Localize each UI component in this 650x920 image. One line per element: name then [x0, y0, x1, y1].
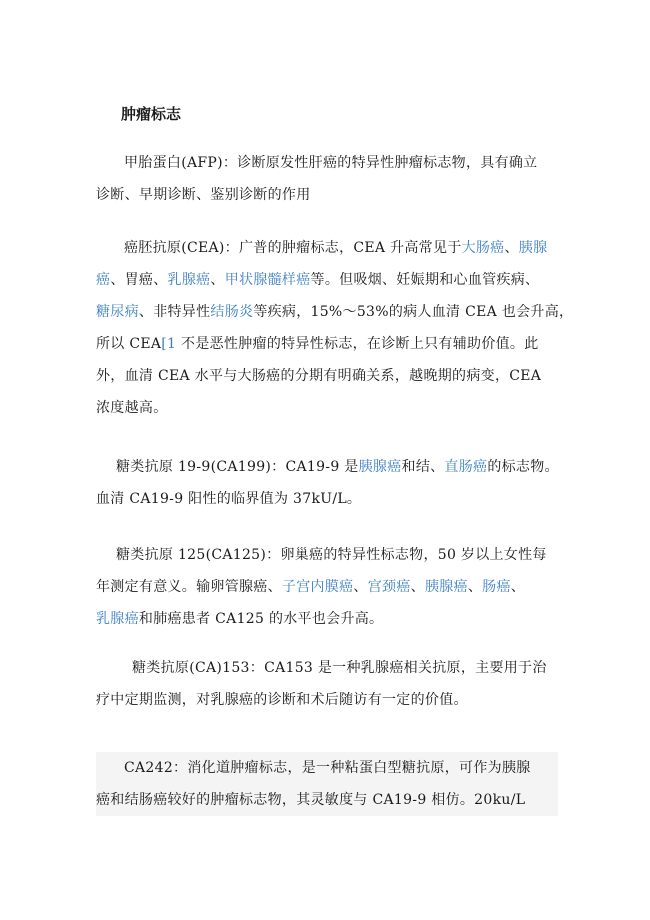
- text-run: 、胃癌、: [110, 272, 168, 288]
- text-run: 不是恶性肿瘤的特异性标志，在诊断上只有辅助价值。此: [176, 336, 539, 352]
- text-run: 等疾病，15%～53%的病人血清 CEA 也会升高，: [253, 304, 574, 320]
- link-bowel-cancer[interactable]: 肠癌: [482, 579, 511, 595]
- text-line: [96, 232, 558, 264]
- text-run: 年测定有意义。输卵管腺癌、: [96, 579, 282, 595]
- link-pancreatic-cancer-cont[interactable]: 癌: [96, 272, 111, 288]
- link-colitis[interactable]: 结肠炎: [210, 304, 254, 320]
- text-line: 外，血清 CEA 水平与大肠癌的分期有明确关系，越晚期的病变，CEA: [96, 368, 542, 384]
- text-line: 诊断、早期诊断、鉴别诊断的作用: [96, 187, 311, 203]
- link-endometrial-cancer[interactable]: 子宫内膜癌: [281, 579, 354, 595]
- text-line: 糖类抗原(CA)153：CA153 是一种乳腺癌相关抗原，主要用于治: [132, 660, 547, 676]
- paragraph-cea: [96, 232, 574, 424]
- text-line: [96, 603, 558, 635]
- text-run: 糖类抗原 19-9(CA199)：CA19-9 是: [116, 459, 359, 475]
- text-run: 所以 CEA: [96, 336, 162, 352]
- text-run: 、: [504, 240, 519, 256]
- paragraph-ca242: [96, 752, 558, 816]
- text-run: 的标志物。: [487, 459, 559, 475]
- text-line: [96, 571, 558, 603]
- text-line: [96, 328, 558, 360]
- text-run: 、: [210, 272, 225, 288]
- text-line: 浓度越高。: [96, 400, 168, 416]
- text-run: 、: [410, 579, 425, 595]
- text-line: [96, 264, 558, 296]
- text-line: 疗中定期监测，对乳腺癌的诊断和术后随访有一定的价值。: [96, 692, 468, 708]
- text-run: 、: [467, 579, 483, 595]
- link-medullary-thyroid-cancer[interactable]: 甲状腺髓样癌: [224, 272, 311, 288]
- paragraph-ca199: [96, 451, 558, 515]
- link-rectal-cancer[interactable]: 直肠癌: [444, 459, 488, 475]
- paragraph-ca125: [96, 539, 558, 635]
- paragraph-afp: [96, 147, 558, 211]
- text-line: 血清 CA19-9 阳性的临界值为 37kU/L。: [96, 491, 362, 507]
- text-line: 糖类抗原 125(CA125)：卵巢癌的特异性标志物，50 岁以上女性每: [116, 547, 547, 563]
- link-breast-cancer[interactable]: 乳腺癌: [167, 272, 211, 288]
- footnote-link[interactable]: [1: [161, 336, 177, 352]
- page-title: 肿瘤标志: [121, 105, 182, 123]
- text-line: 甲胎蛋白(AFP)：诊断原发性肝癌的特异性肿瘤标志物，具有确立: [124, 155, 538, 171]
- link-cervical-cancer[interactable]: 宫颈癌: [367, 579, 411, 595]
- text-line: CA242：消化道肿瘤标志，是一种粘蛋白型糖抗原，可作为胰腺: [124, 760, 531, 776]
- link-colorectal-cancer[interactable]: 大肠癌: [461, 240, 505, 256]
- text-run: 等。但吸烟、妊娠期和心血管疾病、: [310, 272, 540, 288]
- text-run: 、: [510, 579, 526, 595]
- paragraph-ca153: [96, 652, 558, 716]
- link-diabetes[interactable]: 糖尿病: [96, 304, 139, 320]
- text-run: 、: [353, 579, 368, 595]
- link-pancreatic-cancer-2[interactable]: 胰腺癌: [424, 579, 468, 595]
- text-run: 和结、: [401, 459, 445, 475]
- text-line: [96, 296, 574, 328]
- link-pancreatic-cancer[interactable]: 胰腺癌: [358, 459, 402, 475]
- text-line: 癌和结肠癌较好的肿瘤标志物，其灵敏度与 CA19-9 相仿。20ku/L: [96, 792, 526, 808]
- link-breast-cancer-2[interactable]: 乳腺癌: [96, 611, 139, 627]
- text-run: 和肺癌患者 CA125 的水平也会升高。: [138, 611, 384, 627]
- text-run: 、非特异性: [138, 304, 211, 320]
- text-line: [96, 451, 558, 483]
- link-pancreatic[interactable]: 胰腺: [518, 240, 548, 256]
- text-run: 癌胚抗原(CEA)：广普的肿瘤标志，CEA 升高常见于: [124, 240, 462, 256]
